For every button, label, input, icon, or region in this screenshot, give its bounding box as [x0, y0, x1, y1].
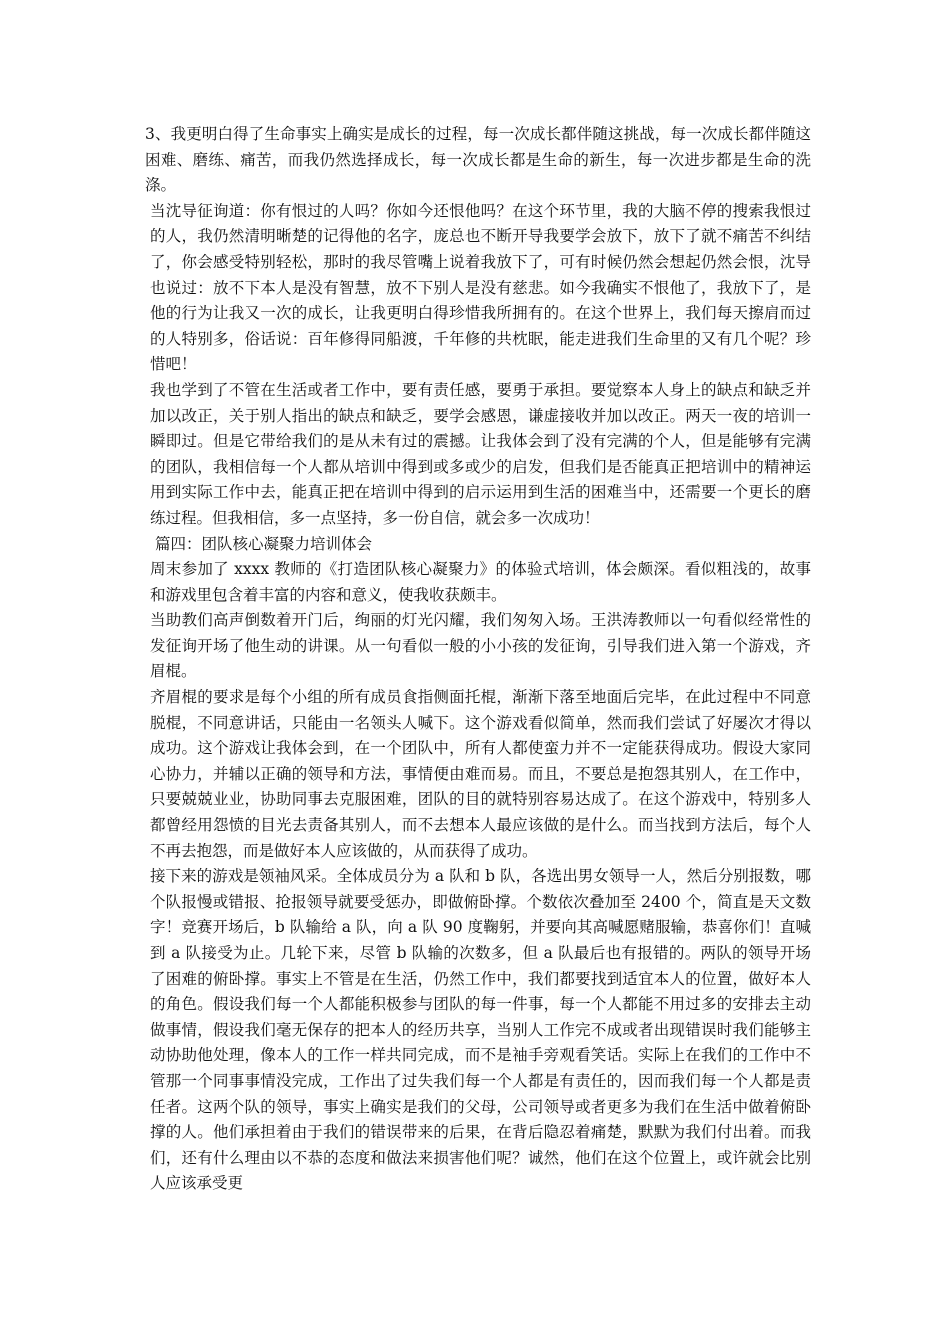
paragraph-training-intro: 周末参加了 xxxx 教师的《打造团队核心凝聚力》的体验式培训，体会颇深。看似粗浅的，故事和游戏里包含着丰富的内容和意义，使我收获颇丰。 [150, 560, 811, 604]
section-heading: 篇四：团队核心凝聚力培训体会 [155, 534, 373, 553]
paragraph-responsibility: 我也学到了不管在生活或者工作中，要有责任感，要勇于承担。要觉察本人身上的缺点和缺乏并加以改正，关于别人指出的缺点和缺乏，要学会感恩，谦虚接收并加以改正。两天一夜的培训一瞬即过。但是它带给我们的是从未有过的震撼。让我体会到了没有完满的个人，但是能够有完满的团队，我相信每一个人都从培训中得到或多或少的启发，但我们是否能真正把培训中的精神运用到实际工作中去，能真正把在培训中得到的启示运用到生活的困难当中，还需要一个更长的磨练过程。但我相信，多一点坚持，多一份自信，就会多一次成功！ [150, 380, 811, 527]
paragraph-opening: 当助教们高声倒数着开门后，绚丽的灯光闪耀，我们匆匆入场。王洪涛教师以一句看似经常性的发征询开场了他生动的讲课。从一句看似一般的小小孩的发征询，引导我们进入第一个游戏，齐眉棍。 [150, 611, 811, 681]
paragraph-leadership-game: 接下来的游戏是领袖风采。全体成员分为 a 队和 b 队，各选出男女领导一人，然后分别报数，哪个队报慢或错报、抢报领导就要受惩办，即做俯卧撑。个数依次叠加至 2400 个，简直是天文数字！竞赛开场后，b 队输给 a 队，向 a 队 90 度鞠躬，并要向其高喊愿赌服输，恭喜你们！直喊到 a 队接受为止。几轮下来，尽管 b 队输的次数多，但 a 队最后也有报错的。两队的领导开场了困难的俯卧撑。事实上不管是在生活，仍然工作中，我们都要找到适宜本人的位置，做好本人的角色。假设我们每一个人都能积极参与团队的每一件事，每一个人都能不用过多的安排去主动做事情，假设我们毫无保存的把本人的经历共享，当别人工作完不成或者出现错误时我们能够主动协助他处理，像本人的工作一样共同完成，而不是袖手旁观看笑话。实际上在我们的工作中不管那一个同事事情没完成，工作出了过失我们每一个人都是有责任的，因而我们每一个人都是责任者。这两个队的领导，事实上确实是我们的父母，公司领导或者更多为我们在生活中做着俯卧撑的人。他们承担着由于我们的错误带来的后果，在背后隐忍着痛楚，默默为我们付出着。而我们，还有什么理由以不恭的态度和做法来损害他们呢？诚然，他们在这个位置上，或许就会比别人应该承受更 [150, 867, 811, 1193]
paragraph-forgiveness: 当沈导征询道：你有恨过的人吗？你如今还恨他吗？在这个环节里，我的大脑不停的搜索我恨过的人，我仍然清明晰楚的记得他的名字，庞总也不断开导我要学会放下，放下了就不痛苦不纠结了，你会感受特别轻松，那时的我尽管嘴上说着我放下了，可有时候仍然会想起仍然会恨，沈导也说过：放不下本人是没有智慧，放不下别人是没有慈悲。如今我确实不恨他了，我放下了，是他的行为让我又一次的成长，让我更明白得珍惜我所拥有的。在这个世界上，我们每天擦肩而过的人特别多，俗话说：百年修得同船渡，千年修的共枕眠，能走进我们生命里的又有几个呢？珍惜吧！ [150, 201, 811, 374]
document-body [145, 122, 811, 1197]
paragraph-growth: 3、我更明白得了生命事实上确实是成长的过程，每一次成长都伴随这挑战，每一次成长都伴随这困难、磨练、痛苦，而我仍然选择成长，每一次成长都是生命的新生，每一次进步都是生命的洗涤。 [145, 125, 811, 195]
paragraph-helium-stick: 齐眉棍的要求是每个小组的所有成员食指侧面托棍，渐渐下落至地面后完毕，在此过程中不同意脱棍，不同意讲话，只能由一名领头人喊下。这个游戏看似简单，然而我们尝试了好屡次才得以成功。这个游戏让我体会到，在一个团队中，所有人都使蛮力并不一定能获得成功。假设大家同心协力，并辅以正确的领导和方法，事情便由难而易。而且，不要总是抱怨其别人，在工作中，只要兢兢业业，协助同事去克服困难，团队的目的就特别容易达成了。在这个游戏中，特别多人都曾经用怨愤的目光去责备其别人，而不去想本人最应该做的是什么。而当找到方法后，每个人不再去抱怨，而是做好本人应该做的，从而获得了成功。 [150, 688, 811, 860]
